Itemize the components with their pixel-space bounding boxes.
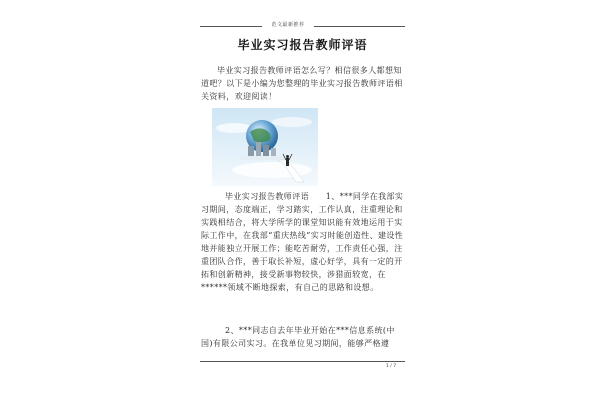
document-title: 毕业实习报告教师评语 [237,38,368,52]
footer-rule [200,361,405,362]
comment-paragraph-2: 2、***同志自去年毕业开始在***信息系统(中国)有限公司实习。在我单位见习期间，能够严格遵 [201,326,395,348]
illustration-image [212,108,318,186]
page-number: 1 / 7 [386,364,397,369]
intro-paragraph: 毕业实习报告教师评语怎么写？相信很多人都想知道吧？以下是小编为您整理的毕业实习报告教师评语相关资料，欢迎阅读！ [201,66,403,101]
comment-paragraph-1: 毕业实习报告教师评语 1、***同学在我部实习期间，态度端正，学习踏实，工作认真，注重理论和实践相结合，将大学所学的课堂知识能有效地运用于实际工作中，在我部“重庆热线”实习时能创造性、建设性地并能独立开展工作；能吃苦耐劳，工作责任心强，注重团队合作，善于取长补短，虚心好学，具有一定的开拓和创新精神，接受新事物较快，涉猎面较宽，在******领域不断地探索，有自己的思路和设想。 [201,192,404,292]
header-tag: 范文最新推荐 [262,20,314,30]
